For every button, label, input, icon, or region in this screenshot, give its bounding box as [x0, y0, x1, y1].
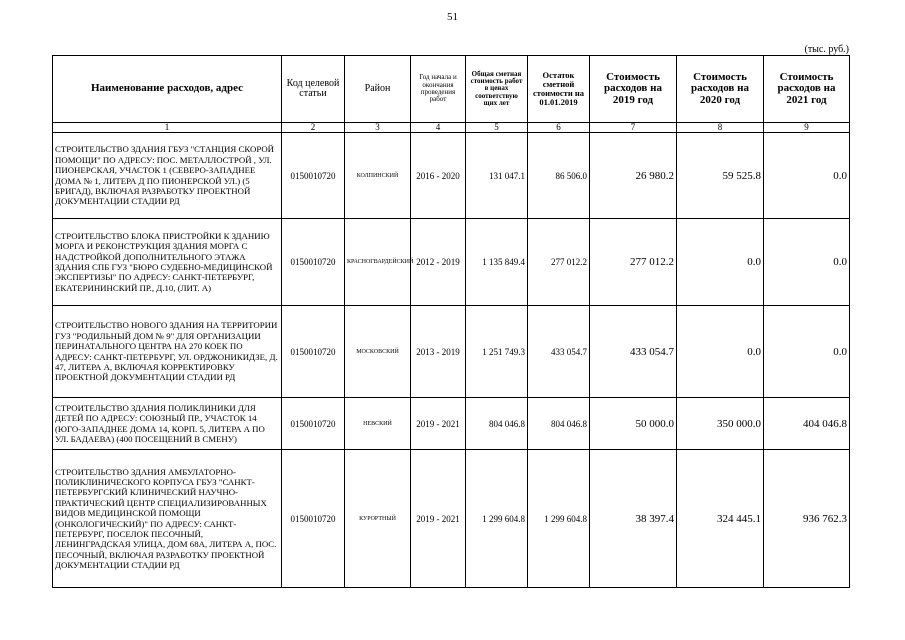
table-row: [53, 133, 850, 219]
table-row: [53, 398, 850, 450]
target-code: 0150010720: [282, 306, 345, 398]
header-code: Код целевой статьи: [282, 56, 345, 123]
cost-2021: 0.0: [764, 306, 850, 398]
cost-2019: 433 054.7: [590, 306, 677, 398]
cost-2019: 26 980.2: [590, 133, 677, 219]
target-code: 0150010720: [282, 133, 345, 219]
page-number: 51: [447, 11, 458, 23]
district: КУРОРТНЫЙ: [345, 450, 411, 588]
work-period: 2012 - 2019: [411, 219, 466, 306]
column-number: 7: [590, 123, 677, 133]
remaining-cost: 86 506.0: [528, 133, 590, 219]
total-cost: 131 047.1: [466, 133, 528, 219]
header-period: Год начала и окончания проведения работ: [411, 56, 466, 123]
expense-name: СТРОИТЕЛЬСТВО ЗДАНИЯ ПОЛИКЛИНИКИ ДЛЯ ДЕТЕЙ ПО АДРЕСУ: СОЮЗНЫЙ ПР., УЧАСТОК 14 (ЮГО-ЗАПАДНЕЕ ДОМА 14, КОРП. 5, ЛИТЕРА А ПО УЛ. БАДАЕВА) (400 ПОСЕЩЕНИЙ В СМЕНУ): [53, 398, 282, 450]
header-district: Район: [345, 56, 411, 123]
remaining-cost: 804 046.8: [528, 398, 590, 450]
cost-2019: 50 000.0: [590, 398, 677, 450]
cost-2021: 404 046.8: [764, 398, 850, 450]
column-number: 9: [764, 123, 850, 133]
expense-name: СТРОИТЕЛЬСТВО НОВОГО ЗДАНИЯ НА ТЕРРИТОРИИ ГУЗ "РОДИЛЬНЫЙ ДОМ № 9" ДЛЯ ОРГАНИЗАЦИИ ПЕРИНАТАЛЬНОГО ЦЕНТРА НА 270 КОЕК ПО АДРЕСУ: САНКТ-ПЕТЕРБУРГ, УЛ. ОРДЖОНИКИДЗЕ, Д. 47, ЛИТЕРА А, ВКЛЮЧАЯ КОРРЕКТИРОВКУ ПРОЕКТНОЙ ДОКУМЕНТАЦИИ СТАДИИ РД: [53, 306, 282, 398]
column-number: 2: [282, 123, 345, 133]
cost-2019: 277 012.2: [590, 219, 677, 306]
table-row: [53, 219, 850, 306]
total-cost: 1 299 604.8: [466, 450, 528, 588]
header-name: Наименование расходов, адрес: [53, 56, 282, 123]
cost-2021: 0.0: [764, 133, 850, 219]
column-number: 3: [345, 123, 411, 133]
remaining-cost: 1 299 604.8: [528, 450, 590, 588]
total-cost: 804 046.8: [466, 398, 528, 450]
target-code: 0150010720: [282, 450, 345, 588]
cost-2020: 59 525.8: [677, 133, 764, 219]
column-number-row: [53, 123, 850, 133]
cost-2020: 324 445.1: [677, 450, 764, 588]
column-number: 1: [53, 123, 282, 133]
target-code: 0150010720: [282, 219, 345, 306]
expense-name: СТРОИТЕЛЬСТВО БЛОКА ПРИСТРОЙКИ К ЗДАНИЮ МОРГА И РЕКОНСТРУКЦИЯ ЗДАНИЯ МОРГА С НАДСТРОЙКОЙ ДОПОЛНИТЕЛЬНОГО ЭТАЖА ЗДАНИЯ СПБ ГУЗ "БЮРО СУДЕБНО-МЕДИЦИНСКОЙ ЭКСПЕРТИЗЫ" ПО АДРЕСУ: САНКТ-ПЕТЕРБУРГ, ЕКАТЕРИНИНСКИЙ ПР., Д.10, (ЛИТ. А): [53, 219, 282, 306]
cost-2019: 38 397.4: [590, 450, 677, 588]
total-cost: 1 251 749.3: [466, 306, 528, 398]
header-2020: Стоимость расходов на 2020 год: [677, 56, 764, 123]
expense-name: СТРОИТЕЛЬСТВО ЗДАНИЯ ГБУЗ "СТАНЦИЯ СКОРОЙ ПОМОЩИ" ПО АДРЕСУ: ПОС. МЕТАЛЛОСТРОЙ , УЛ. ПИОНЕРСКАЯ, УЧАСТОК 1 (СЕВЕРО-ЗАПАДНЕЕ ДОМА № 1, ЛИТЕРА Д ПО ПИОНЕРСКОЙ УЛ.) (5 БРИГАД), ВКЛЮЧАЯ РАЗРАБОТКУ ПРОЕКТНОЙ ДОКУМЕНТАЦИИ СТАДИИ РД: [53, 133, 282, 219]
cost-2020: 0.0: [677, 306, 764, 398]
work-period: 2016 - 2020: [411, 133, 466, 219]
header-2021: Стоимость расходов на 2021 год: [764, 56, 850, 123]
column-number: 5: [466, 123, 528, 133]
unit-note: (тыс. руб.): [804, 44, 849, 55]
remaining-cost: 433 054.7: [528, 306, 590, 398]
header-remainder: Остаток сметной стоимости на 01.01.2019: [528, 56, 590, 123]
cost-2020: 0.0: [677, 219, 764, 306]
total-cost: 1 135 849.4: [466, 219, 528, 306]
work-period: 2019 - 2021: [411, 450, 466, 588]
expense-name: СТРОИТЕЛЬСТВО ЗДАНИЯ АМБУЛАТОРНО-ПОЛИКЛИНИЧЕСКОГО КОРПУСА ГБУЗ "САНКТ-ПЕТЕРБУРГСКИЙ КЛИНИЧЕСКИЙ НАУЧНО-ПРАКТИЧЕСКИЙ ЦЕНТР СПЕЦИАЛИЗИРОВАННЫХ ВИДОВ МЕДИЦИНСКОЙ ПОМОЩИ (ОНКОЛОГИЧЕСКИЙ)" ПО АДРЕСУ: САНКТ-ПЕТЕРБУРГ, ПОСЕЛОК ПЕСОЧНЫЙ, ЛЕНИНГРАДСКАЯ УЛИЦА, ДОМ 68А, ЛИТЕРА А, ПОС. ПЕСОЧНЫЙ, ВКЛЮЧАЯ РАЗРАБОТКУ ПРОЕКТНОЙ ДОКУМЕНТАЦИИ СТАДИИ РД: [53, 450, 282, 588]
cost-2021: 0.0: [764, 219, 850, 306]
district: КРАСНОГВАРДЕЙСКИЙ: [345, 219, 411, 306]
cost-2021: 936 762.3: [764, 450, 850, 588]
column-number: 8: [677, 123, 764, 133]
table-row: [53, 450, 850, 588]
district: КОЛПИНСКИЙ: [345, 133, 411, 219]
expenses-table: [52, 55, 850, 588]
work-period: 2013 - 2019: [411, 306, 466, 398]
column-number: 6: [528, 123, 590, 133]
table-header-row: [53, 56, 850, 123]
cost-2020: 350 000.0: [677, 398, 764, 450]
work-period: 2019 - 2021: [411, 398, 466, 450]
district: МОСКОВСКИЙ: [345, 306, 411, 398]
table-row: [53, 306, 850, 398]
header-2019: Стоимость расходов на 2019 год: [590, 56, 677, 123]
header-total: Общая сметная стоимость работ в ценах соответствую щих лет: [466, 56, 528, 123]
remaining-cost: 277 012.2: [528, 219, 590, 306]
target-code: 0150010720: [282, 398, 345, 450]
district: НЕВСКИЙ: [345, 398, 411, 450]
column-number: 4: [411, 123, 466, 133]
